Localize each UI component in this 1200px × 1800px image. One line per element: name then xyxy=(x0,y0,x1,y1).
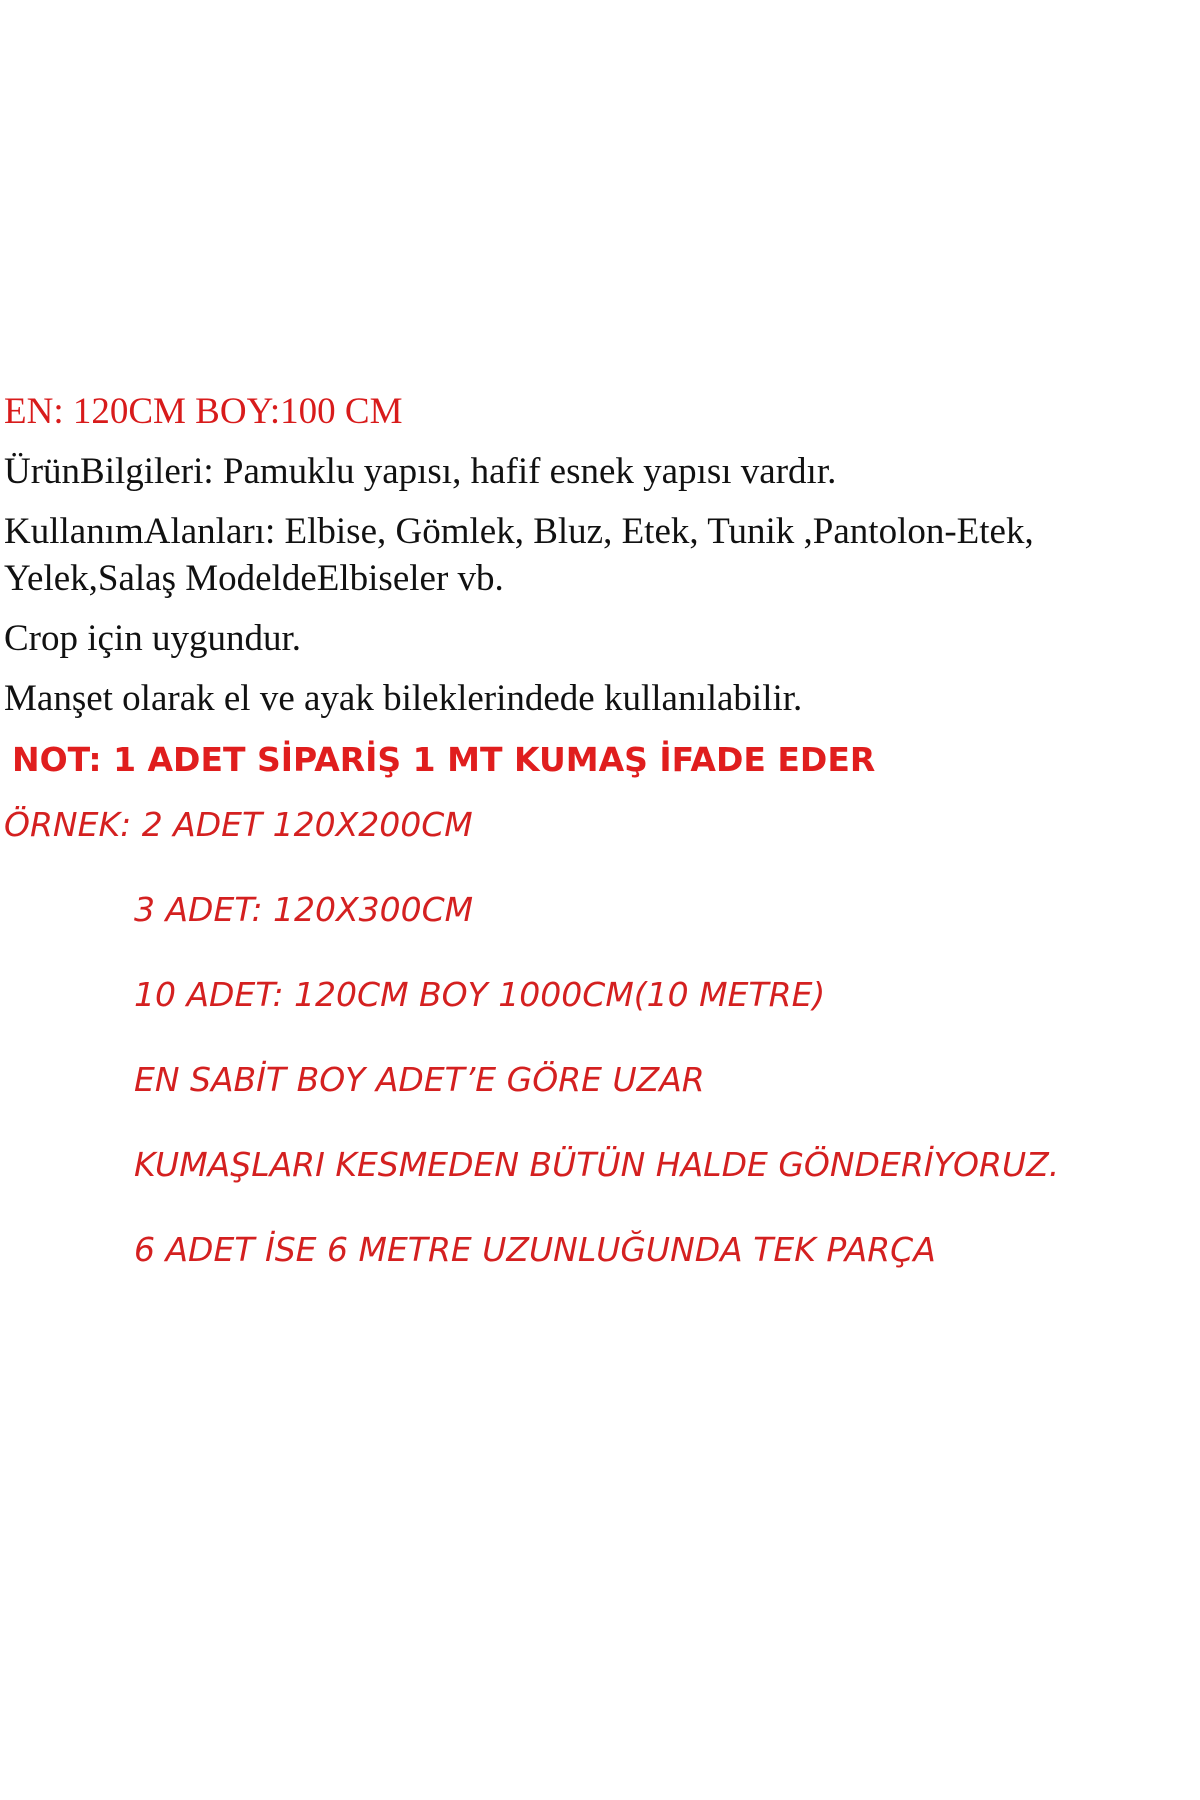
crop-line: Crop için uygundur. xyxy=(4,618,302,659)
product-info-line: ÜrünBilgileri: Pamuklu yapısı, hafif esnek yapısı vardır. xyxy=(4,451,837,492)
example-item: 6 ADET İSE 6 METRE UZUNLUĞUNDA TEK PARÇA xyxy=(134,1230,936,1269)
cuff-line: Manşet olarak el ve ayak bileklerindede kullanılabilir. xyxy=(4,678,803,719)
example-item: KUMAŞLARI KESMEDEN BÜTÜN HALDE GÖNDERİYORUZ. xyxy=(134,1145,1060,1184)
example-item: 3 ADET: 120X300CM xyxy=(134,890,474,929)
example-intro: ÖRNEK: 2 ADET 120X200CM xyxy=(4,805,473,844)
example-item: EN SABİT BOY ADET’E GÖRE UZAR xyxy=(134,1060,705,1099)
order-note: NOT: 1 ADET SİPARİŞ 1 MT KUMAŞ İFADE EDER xyxy=(12,740,876,779)
usage-areas-line-2: Yelek,Salaş ModeldeElbiseler vb. xyxy=(4,558,504,599)
dimensions-line: EN: 120CM BOY:100 CM xyxy=(4,391,403,432)
usage-areas-line-1: KullanımAlanları: Elbise, Gömlek, Bluz, Etek, Tunik ,Pantolon-Etek, xyxy=(4,511,1034,552)
example-item: 10 ADET: 120CM BOY 1000CM(10 METRE) xyxy=(134,975,826,1014)
